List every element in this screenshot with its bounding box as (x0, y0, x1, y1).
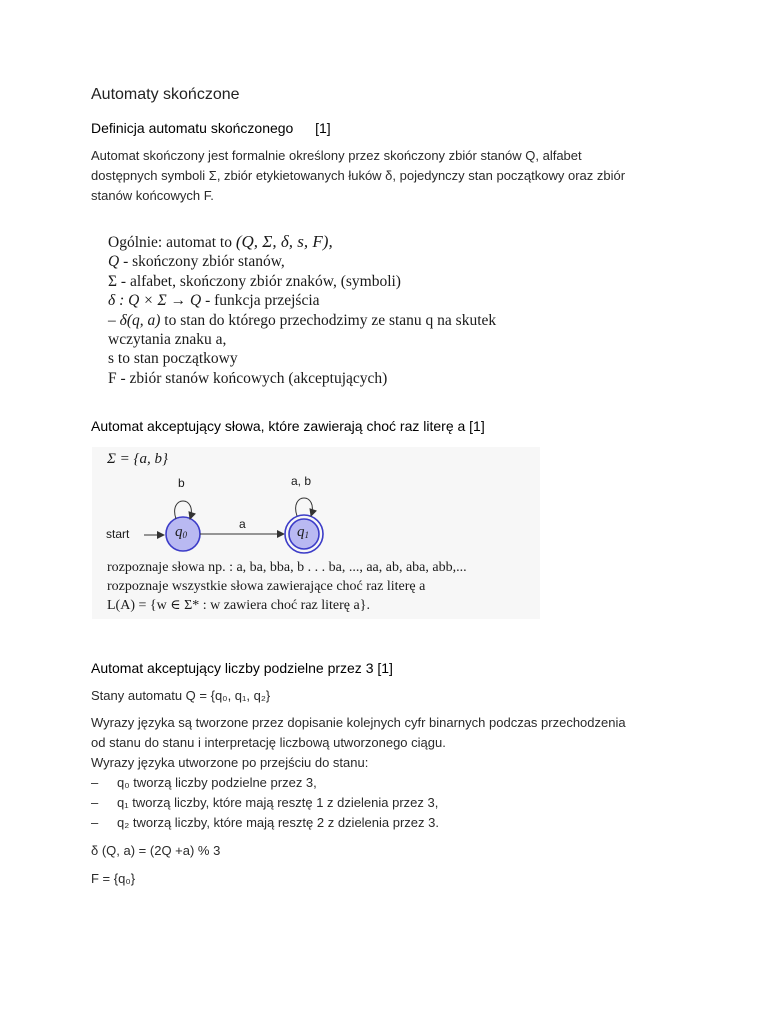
list-item (91, 773, 439, 793)
edge-label: a (239, 517, 246, 531)
paragraph-line: Automat skończony jest formalnie określony przez skończony zbiór stanów Q, alfabet (91, 148, 582, 163)
math-line: wczytania znaku a, (108, 331, 227, 349)
figure-caption-line: rozpoznaje wszystkie słowa zawierające choć raz literę a (107, 579, 426, 594)
paragraph-line: od stanu do stanu i interpretację liczbową utworzonego ciągu. (91, 735, 446, 750)
list-item-text: q₁ tworzą liczby, które mają resztę 1 z dzielenia przez 3, (117, 795, 439, 810)
state-q0-index: 0 (182, 530, 187, 540)
math-text: to stan do którego przechodzimy ze stanu q na skutek (160, 311, 497, 329)
loop-q1-label: a, b (291, 474, 312, 488)
list-item (91, 813, 439, 833)
math-symbol: – δ(q, a) (108, 311, 161, 329)
alphabet-definition: Σ = {a, b} (107, 451, 169, 467)
state-q1-index: 1 (304, 530, 309, 540)
math-line (108, 252, 548, 271)
state-q1-label (297, 524, 309, 541)
bullet-marker: – (91, 815, 99, 830)
section-heading-definition (91, 120, 331, 136)
loop-q1 (296, 498, 313, 516)
paragraph-line: Wyrazy języka są tworzone przez dopisanie kolejnych cyfr binarnych podczas przechodzenia (91, 715, 626, 730)
heading-text: Definicja automatu skończonego (91, 120, 294, 136)
math-text: - funkcja przejścia (201, 292, 320, 310)
page-title: Automaty skończone (91, 86, 240, 103)
state-q1-letter: q (297, 524, 305, 540)
definition-math-image (108, 232, 548, 388)
start-label: start (106, 527, 130, 541)
states-line: Stany automatu Q = {q₀, q₁, q₂} (91, 688, 271, 703)
section-heading-automaton-a: Automat akceptujący słowa, które zawierają choć raz literę a [1] (91, 418, 485, 434)
final-states: F = {q₀} (91, 871, 136, 886)
bullet-marker: – (91, 795, 99, 810)
math-text: - alfabet, skończony zbiór znaków, (symboli) (117, 272, 401, 290)
math-line (108, 272, 548, 291)
math-line: s to stan początkowy (108, 350, 238, 368)
automaton-figure (92, 447, 540, 619)
heading-ref: [1] (315, 120, 331, 136)
math-line: F - zbiór stanów końcowych (akceptujących) (108, 369, 388, 387)
list-item-text: q₂ tworzą liczby, które mają resztę 2 z dzielenia przez 3. (117, 815, 439, 830)
math-tuple: (Q, Σ, δ, s, F), (235, 232, 333, 251)
math-text: - skończony zbiór stanów, (119, 253, 285, 271)
state-q0-letter: q (175, 524, 183, 540)
state-q0-label (175, 524, 187, 541)
figure-caption-line: L(A) = {w ∈ Σ* : w zawiera choć raz literę a}. (107, 598, 370, 613)
list-item (91, 793, 439, 813)
figure-caption-line: rozpoznaje słowa np. : a, ba, bba, b . . . ba, ..., aa, ab, aba, abb,... (107, 560, 467, 575)
definition-paragraph (91, 146, 691, 206)
states-bullet-list (91, 773, 439, 833)
math-symbol: Q (108, 253, 120, 271)
math-line (108, 232, 548, 252)
paragraph-line: Wyrazy języka utworzone po przejściu do stanu: (91, 755, 369, 770)
paragraph-line: dostępnych symboli Σ, zbiór etykietowanych łuków δ, pojedynczy stan początkowy oraz zbiór (91, 168, 626, 183)
bullet-marker: – (91, 775, 99, 790)
loop-q0-label: b (178, 476, 185, 490)
math-symbol: δ : Q × Σ → Q (108, 292, 202, 310)
list-item-text: q₀ tworzą liczby podzielne przez 3, (117, 775, 317, 790)
language-paragraph (91, 713, 691, 773)
math-line (108, 291, 548, 310)
transition-function: δ (Q, a) = (2Q +a) % 3 (91, 843, 221, 858)
section-heading-divisible-3: Automat akceptujący liczby podzielne przez 3 [1] (91, 660, 393, 676)
math-line (108, 311, 548, 330)
math-symbol: Σ (108, 272, 118, 290)
math-text: Ogólnie: automat to (108, 234, 236, 251)
paragraph-line: stanów końcowych F. (91, 188, 214, 203)
